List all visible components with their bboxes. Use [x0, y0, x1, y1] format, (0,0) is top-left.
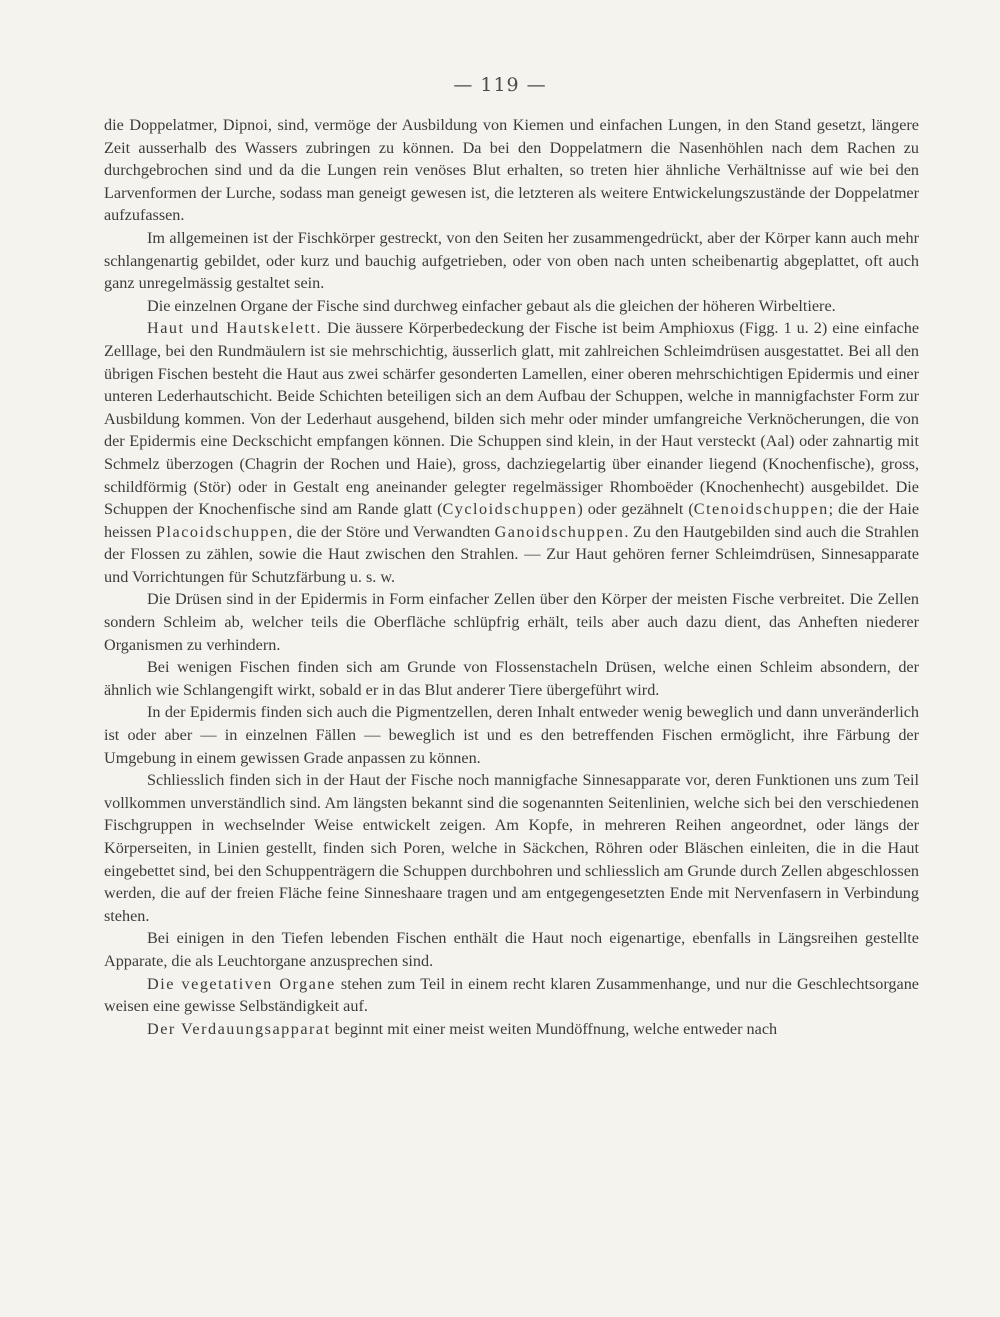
paragraph-haut [104, 317, 919, 588]
paragraph: die Doppelatmer, Dipnoi, sind, vermöge der Ausbildung von Kiemen und einfachen Lungen, in den Stand gesetzt, längere Zeit ausserhalb des Wassers zubringen zu können. Da bei den Doppelatmern die Nasenhöhlen nach dem Rachen zu durchgebrochen sind und da die Lungen rein venöses Blut erhalten, so treten hier ähnliche Verhältnisse auf wie bei den Larvenformen der Lurche, sodass man geneigt gewesen ist, die letzteren als weitere Entwickelungszustände der Doppelatmer aufzufassen. [104, 116, 919, 225]
paragraph: Bei wenigen Fischen finden sich am Grunde von Flossenstacheln Drüsen, welche einen Schleim absondern, der ähnlich wie Schlangengift wirkt, sobald er in das Blut anderer Tiere übergeführt wird. [104, 658, 919, 699]
paragraph-vegetative [104, 973, 919, 1018]
text-run: ; die der Haie heissen [104, 500, 919, 541]
paragraph: In der Epidermis finden sich auch die Pigmentzellen, deren Inhalt entweder wenig beweglich und dann unveränderlich ist oder aber — in einzelnen Fällen — beweglich ist und es den betreffenden Fischen ermöglicht, ihre Färbung der Umgebung in einem gewissen Grade anpassen zu können. [104, 703, 919, 767]
paragraph: Die einzelnen Organe der Fische sind durchweg einfacher gebaut als die gleichen der höheren Wirbeltiere. [147, 296, 836, 315]
paragraph-verdauung [104, 1018, 919, 1041]
term-ctenoid: Ctenoidschuppen [693, 500, 829, 519]
paragraph: Im allgemeinen ist der Fischkörper gestreckt, von den Seiten her zusammengedrückt, aber der Körper kann auch mehr schlangenartig gebildet, oder kurz und bauchig aufgetrieben, oder von oben nach unten scheibenartig abgeplattet, oft auch ganz unregelmässig gestaltet sein. [104, 228, 919, 293]
text-run: ) oder gezähnelt ( [577, 500, 694, 519]
text-run: Die äussere Körperbedeckung der Fische ist beim Amphioxus (Figg. 1 u. 2) eine einfache Zelllage, bei den Rundmäulern ist sie mehrschichtig, äusserlich glatt, mit zahlreichen Schleimdrüsen ausgestattet. Bei all den übrigen Fischen besteht die Haut aus zwei schärfer gesonderten Lamellen, einer oberen mehrschichtigen Epidermis und einer unteren Lederhautschicht. Beide Schichten beteiligen sich an dem Aufbau der Schuppen, welche in mannigfachster Form zur Ausbildung kommen. Von der Lederhaut ausgehend, bilden sich mehr oder minder umfangreiche Verknöcherungen, die von der Epidermis eine Deckschicht empfangen können. Die Schuppen sind klein, in der Haut versteckt (Aal) oder zahnartig mit Schmelz überzogen (Chagrin der Rochen und Haie), gross, dachziegelartig über einander liegend (Knochenfische), gross, schildförmig (Stör) oder in Gestalt eng aneinander gelegter regelmässiger Rhomboëder (Knochenhecht) ausgebildet. Die Schuppen der Knochenfische sind am Rande glatt ( [104, 319, 920, 519]
page-number: — 119 — [453, 74, 547, 96]
text-run: stehen zum Teil in einem recht klaren Zusammenhange, und nur die Geschlechtsorgane weisen eine gewisse Selbständigkeit auf. [104, 974, 919, 1016]
text-run: , die der Störe und Verwandten [288, 522, 495, 541]
section-heading-verdauung: Der Verdauungsapparat [147, 1019, 331, 1038]
section-heading-vegetative: Die vegetativen Organe [147, 974, 336, 993]
term-cycloid: Cycloidschuppen [442, 500, 578, 519]
paragraph: Schliesslich finden sich in der Haut der Fische noch mannigfache Sinnesapparate vor, deren Funktionen uns zum Teil vollkommen unverständlich sind. Am längsten bekannt sind die sogenannten Seitenlinien, welche sich bei den verschiedenen Fischgruppen in wechselnder Weise entwickelt zeigen. Am Kopfe, in mehreren Reihen angeordnet, oder längs der Körperseiten, in Linien gestellt, finden sich Poren, welche in Säckchen, Röhren oder Bläschen einleiten, die in die Haut eingebettet sind, bei den Schuppenträgern die Schuppen durchbohren und schliesslich am Grunde durch Zellen abgeschlossen werden, die auf der freien Fläche feine Sinneshaare tragen und am entgegengesetzten Ende mit Nervenfasern in Verbindung stehen. [104, 771, 919, 925]
text-run: beginnt mit einer meist weiten Mundöffnung, welche entweder nach [330, 1019, 778, 1038]
paragraph: Die Drüsen sind in der Epidermis in Form einfacher Zellen über den Körper der meisten Fische verbreitet. Die Zellen sondern Schleim ab, welcher teils die Oberfläche schlüpfrig erhält, teils aber auch dazu dient, das Anheften niederer Organismen zu verhindern. [104, 590, 919, 654]
term-ganoid: Ganoidschuppen [494, 522, 625, 541]
text-run: . Zu den Hautgebilden sind auch die Strahlen der Flossen zu zählen, sowie die Haut zwischen den Strahlen. — Zur Haut gehören ferner Schleimdrüsen, Sinnesapparate und Vorrichtungen für Schutzfärbung u. s. w. [104, 522, 919, 586]
paragraph: Bei einigen in den Tiefen lebenden Fischen enthält die Haut noch eigenartige, ebenfalls in Längsreihen gestellte Apparate, die als Leuchtorgane anzusprechen sind. [104, 929, 919, 970]
section-heading-haut: Haut und Hautskelett. [147, 319, 323, 338]
body-text [104, 114, 919, 1040]
term-placoid: Placoidschuppen [156, 522, 289, 541]
